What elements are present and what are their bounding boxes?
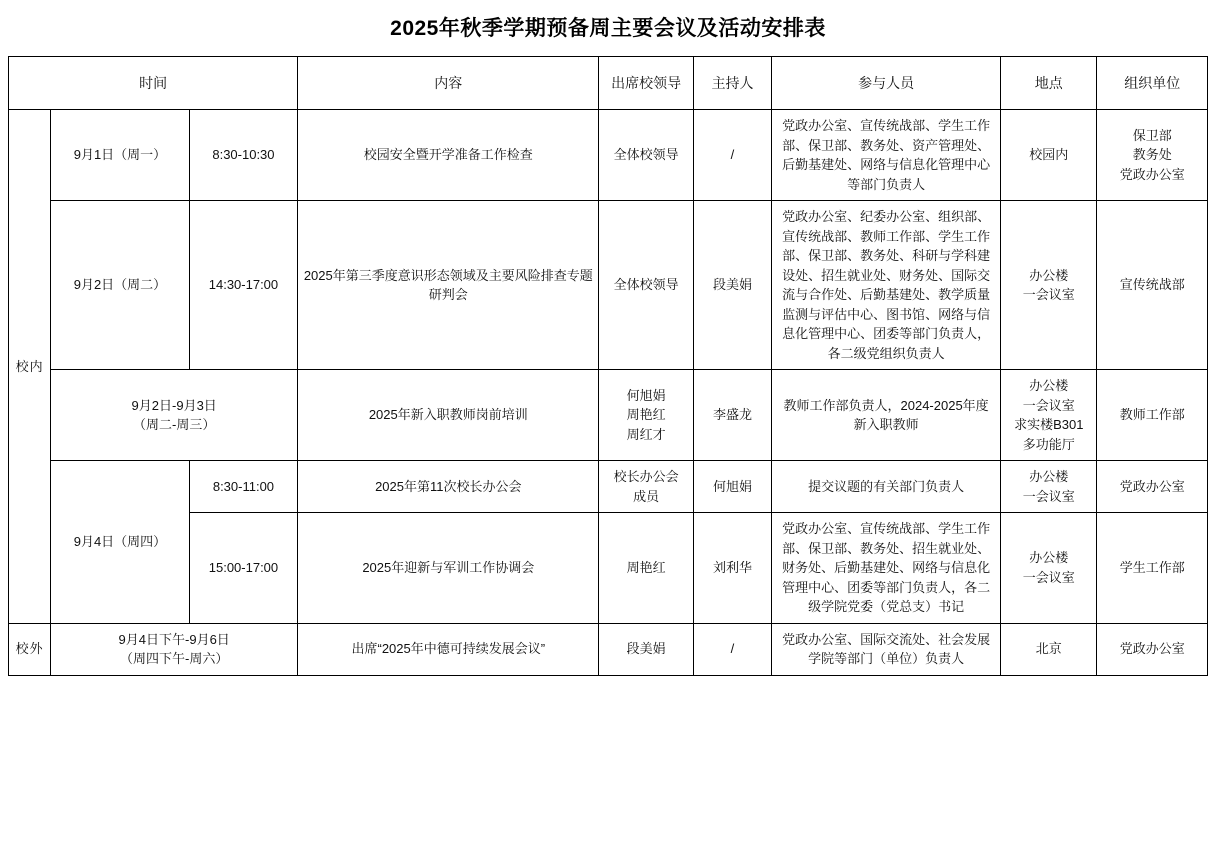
cell-host: 段美娟 bbox=[693, 201, 771, 370]
cell-place: 办公楼 一会议室 bbox=[1001, 461, 1097, 513]
header-host: 主持人 bbox=[693, 57, 771, 110]
cell-content: 2025年第11次校长办公会 bbox=[298, 461, 599, 513]
cell-participants: 党政办公室、国际交流处、社会发展学院等部门（单位）负责人 bbox=[772, 623, 1001, 675]
group-label-campus-outside: 校外 bbox=[9, 623, 51, 675]
cell-leader: 何旭娟 周艳红 周红才 bbox=[599, 370, 693, 461]
cell-content: 2025年迎新与军训工作协调会 bbox=[298, 513, 599, 624]
cell-participants: 教师工作部负责人，2024-2025年度新入职教师 bbox=[772, 370, 1001, 461]
cell-leader: 全体校领导 bbox=[599, 110, 693, 201]
cell-leader: 全体校领导 bbox=[599, 201, 693, 370]
cell-organizer: 教师工作部 bbox=[1097, 370, 1208, 461]
cell-place: 办公楼 一会议室 求实楼B301 多功能厅 bbox=[1001, 370, 1097, 461]
cell-place: 办公楼 一会议室 bbox=[1001, 201, 1097, 370]
cell-time: 8:30-10:30 bbox=[189, 110, 297, 201]
cell-participants: 党政办公室、宣传统战部、学生工作部、保卫部、教务处、资产管理处、后勤基建处、网络与信息化管理中心等部门负责人 bbox=[772, 110, 1001, 201]
cell-place: 办公楼 一会议室 bbox=[1001, 513, 1097, 624]
cell-time: 8:30-11:00 bbox=[189, 461, 297, 513]
cell-place: 北京 bbox=[1001, 623, 1097, 675]
cell-date: 9月4日（周四） bbox=[51, 461, 190, 624]
header-time: 时间 bbox=[9, 57, 298, 110]
cell-organizer: 党政办公室 bbox=[1097, 461, 1208, 513]
table-row bbox=[9, 513, 1208, 624]
table-header-row bbox=[9, 57, 1208, 110]
table-row bbox=[9, 110, 1208, 201]
cell-place: 校园内 bbox=[1001, 110, 1097, 201]
cell-organizer: 宣传统战部 bbox=[1097, 201, 1208, 370]
cell-participants: 党政办公室、纪委办公室、组织部、宣传统战部、教师工作部、学生工作部、保卫部、教务处、科研与学科建设处、招生就业处、财务处、国际交流与合作处、后勤基建处、教学质量监测与评估中心、图书馆、网络与信息化管理中心、团委等部门负责人，各二级党组织负责人 bbox=[772, 201, 1001, 370]
cell-date: 9月1日（周一） bbox=[51, 110, 190, 201]
table-row bbox=[9, 370, 1208, 461]
group-label-campus-inside: 校内 bbox=[9, 110, 51, 624]
header-place: 地点 bbox=[1001, 57, 1097, 110]
table-row bbox=[9, 623, 1208, 675]
cell-content: 2025年第三季度意识形态领域及主要风险排查专题研判会 bbox=[298, 201, 599, 370]
schedule-table bbox=[8, 56, 1208, 676]
cell-content: 出席“2025年中德可持续发展会议” bbox=[298, 623, 599, 675]
cell-host: 刘利华 bbox=[693, 513, 771, 624]
cell-date: 9月2日-9月3日 （周二-周三） bbox=[51, 370, 298, 461]
cell-organizer: 保卫部 教务处 党政办公室 bbox=[1097, 110, 1208, 201]
cell-participants: 党政办公室、宣传统战部、学生工作部、保卫部、教务处、招生就业处、财务处、后勤基建处、网络与信息化管理中心、团委等部门负责人，各二级学院党委（党总支）书记 bbox=[772, 513, 1001, 624]
cell-date: 9月2日（周二） bbox=[51, 201, 190, 370]
cell-host: 何旭娟 bbox=[693, 461, 771, 513]
cell-host: 李盛龙 bbox=[693, 370, 771, 461]
cell-date: 9月4日下午-9月6日 （周四下午-周六） bbox=[51, 623, 298, 675]
cell-time: 15:00-17:00 bbox=[189, 513, 297, 624]
header-leader: 出席校领导 bbox=[599, 57, 693, 110]
cell-organizer: 学生工作部 bbox=[1097, 513, 1208, 624]
header-organizer: 组织单位 bbox=[1097, 57, 1208, 110]
header-participants: 参与人员 bbox=[772, 57, 1001, 110]
table-row bbox=[9, 201, 1208, 370]
cell-host: / bbox=[693, 110, 771, 201]
header-content: 内容 bbox=[298, 57, 599, 110]
page-title: 2025年秋季学期预备周主要会议及活动安排表 bbox=[390, 17, 826, 40]
cell-participants: 提交议题的有关部门负责人 bbox=[772, 461, 1001, 513]
cell-time: 14:30-17:00 bbox=[189, 201, 297, 370]
cell-content: 2025年新入职教师岗前培训 bbox=[298, 370, 599, 461]
cell-host: / bbox=[693, 623, 771, 675]
cell-leader: 周艳红 bbox=[599, 513, 693, 624]
cell-leader: 段美娟 bbox=[599, 623, 693, 675]
cell-content: 校园安全暨开学准备工作检查 bbox=[298, 110, 599, 201]
table-row bbox=[9, 461, 1208, 513]
cell-organizer: 党政办公室 bbox=[1097, 623, 1208, 675]
cell-leader: 校长办公会 成员 bbox=[599, 461, 693, 513]
